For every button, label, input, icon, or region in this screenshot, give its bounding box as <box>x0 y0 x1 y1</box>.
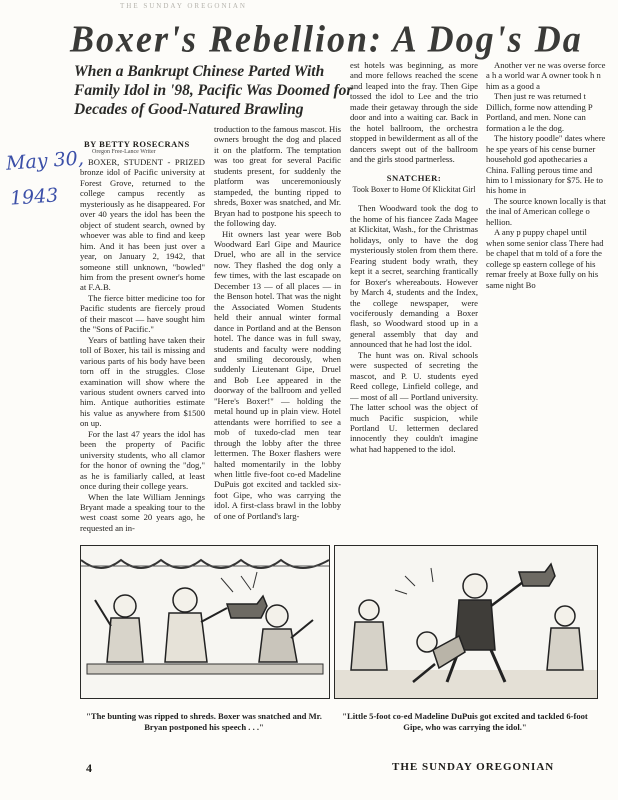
article-paragraph: The source known locally is that the inal of American college o hellion. <box>486 195 606 227</box>
article-paragraph: When the late William Jennings Bryant made a speaking tour to the west coast some 20 years ago, he requested an in- <box>80 491 205 533</box>
caption-right: "Little 5-foot co-ed Madeline DuPuis got excited and tackled 6-foot Gipe, who was carrying the idol." <box>342 711 588 732</box>
article-column-3 <box>350 60 478 540</box>
article-paragraph: Hit owners last year were Bob Woodward Earl Gipe and Maurice Druel, who are all in the service now. They flashed the dog only a few times, with the last escapade on December 13 — of all places — in the Benson hotel. That was the night the Associated Women Students held their annual winter formal dance in Portland and at the Benson hotel. The dance was in full sway, students and faculty were nodding and smiling decorously, when suddenly Lieutenant Gipe, Druel and Bob Lee appeared in the doorway of the ballroom and yelled "Here's Boxer!" — holding the metal hound up in plain view. Hotel attendants were horrified to see a mob of tuxedo-clad men tear through the lobby after the three lettermen. The Boxer flashers were halted momentarily in the lobby when little five-foot co-ed Madeline DuPuis got excited and tackled six-foot Gipe, who was carrying the idol. A first-class brawl in the lobby of one of Portland's larg- <box>214 228 341 521</box>
article-paragraph: Years of battling have taken their toll of Boxer, his tail is missing and various parts of his body have been torn off in the struggles. Close examination will show where the various student owners carved into him. Antique authorities estimate his value as anywhere from $1500 on up. <box>80 334 205 429</box>
article-paragraph: A any p puppy chapel until when some senior class There had be chapel that m told of a fore the college sp eastern college of his remar freely at Boxe fully on his same night Bo <box>486 227 604 290</box>
handwritten-year: 1943 <box>9 184 60 210</box>
article-paragraph: troduction to the famous mascot. His owners brought the dog and placed it on the platform. The temptation was too great for several Pacific students present, for suddenly the platform was unceremoniously stampeded, the bunting ripped to shreds, Boxer was snatched, and Mr. Bryan had to postpone his speech to the following day. <box>214 124 341 229</box>
article-column-4 <box>486 60 606 540</box>
caption-left: "The bunting was ripped to shreds. Boxer was snatched and Mr. Bryan postponed his speech . . ." <box>86 711 322 732</box>
section-subhead: Took Boxer to Home Of Klickitat Girl <box>352 184 476 194</box>
headline: Boxer's Rebellion: A Dog's Da <box>70 18 583 60</box>
cartoon-panel-left <box>80 545 330 699</box>
article-paragraph: Another ver ne was overse force a h a world war A owner took h n him as a good a <box>486 60 606 91</box>
article-paragraph: Then just re was returned t Dillich, forme now attending P Portland, and men. None can formation a le the dog. <box>486 91 593 133</box>
article-paragraph: BOXER, STUDENT - PRIZED bronze idol of Pacific university at Forest Grove, returned to the college campus recently as mysteriously as he disappeared. For over 40 years the idol has been the object of student search, owned by whoever was able to find and keep him. And it has been just over a year, on January 2, 1942, that someone still unknown, "bowled" him from the present owner's home at F.A.B. <box>80 157 205 293</box>
article-paragraph: The history poodle" dates where he spe years of his cense burner household god apothecaries a China. Falling perous time and him to l missionary for $75. He to his home in <box>486 133 606 196</box>
byline: BY BETTY ROSECRANS <box>84 139 190 149</box>
article-paragraph: Then Woodward took the dog to the home of his fiancee Zada Magee at Klickitat, Wash., for the Christmas holidays, only to have the dog mysteriously stolen from them there. Fearing student body wrath, they kept it a secret, searching frantically for Boxer's whereabouts. However by March 4, students and the Index, the college newspaper, were vociferously demanding a Boxer flash, so Woodward stood up in a general assembly that day and announced that he had lost the idol. <box>350 203 478 350</box>
cartoon-panel-right <box>334 545 598 699</box>
handwritten-date: May 30, <box>5 147 85 175</box>
byline-credit: Oregon Free-Lance Writer <box>92 149 156 155</box>
cartoon-illustration-left <box>81 546 329 698</box>
page-number: 4 <box>86 761 92 775</box>
cartoon-illustration-right <box>335 546 597 698</box>
article-column-2 <box>214 124 341 540</box>
article-paragraph: The hunt was on. Rival schools were suspected of secreting the mascot, and P. U. students eyed Reed college, Linfield college, and — most of all — Portland university. The latter school was the object of much Pacific suspicion, while Portland U. lettermen declared innocently they couldn't imagine what had happened to the idol. <box>350 349 478 454</box>
faded-masthead: THE SUNDAY OREGONIAN <box>120 2 247 10</box>
subheadline: When a Bankrupt Chinese Parted With Family Idol in '98, Pacific Was Doomed for Decades of Good-Natured Brawling <box>74 63 353 118</box>
publication-name: THE SUNDAY OREGONIAN <box>392 761 555 773</box>
article-column-1 <box>80 157 205 540</box>
article-paragraph: For the last 47 years the idol has been the property of Pacific university students, who all clamor for the honor of owning the "dog," as he is familiarly called, at least once during their college years. <box>80 428 205 492</box>
article-paragraph: The fierce bitter medicine too for Pacific students are fiercely proud of their mascot — have sought him the "Sons of Pacific." <box>80 292 205 335</box>
article-paragraph: est hotels was beginning, as more and more fellows reached the scene and leaped into the fray. Then Gipe tossed the idol to Lee and the trio made their getaway through the side door and into a waiting car. Back in the hotel ballroom, the orchestra stopped in bewilderment as all of the dancers swept out of the ballroom and the girls stood partnerless. <box>350 60 478 165</box>
section-head: SNATCHER: <box>386 172 442 183</box>
